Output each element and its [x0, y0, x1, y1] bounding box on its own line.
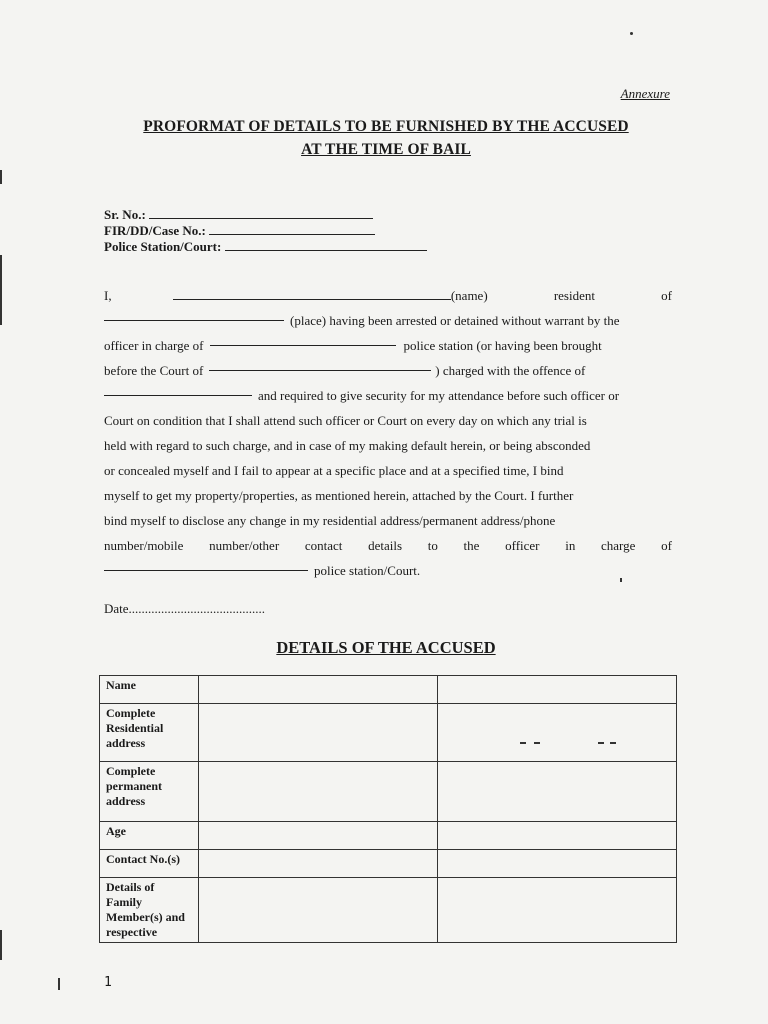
offence-blank: [104, 383, 252, 396]
declaration-word: details: [368, 538, 403, 553]
declaration-word: the: [463, 538, 480, 553]
declaration-line-5: [104, 383, 672, 408]
family-members-extra-cell: [438, 878, 677, 943]
accused-details-table: [99, 675, 677, 943]
declaration-line-2: [104, 308, 672, 333]
declaration-word: to: [427, 538, 438, 553]
table-row: [100, 822, 677, 850]
table-row: [100, 850, 677, 878]
table-row: [100, 762, 677, 822]
permanent-address-value-cell: [199, 762, 438, 822]
name-blank: [173, 287, 451, 300]
details-heading: DETAILS OF THE ACCUSED: [276, 638, 496, 657]
declaration-line-1: [104, 283, 672, 308]
row-label-permanent-address: Complete permanent address: [100, 762, 199, 822]
declaration-text: of: [661, 288, 672, 303]
declaration-line-8: or concealed myself and I fail to appear at a specific place and at a specified time, I bind: [104, 463, 564, 478]
declaration-word: number/other: [209, 538, 280, 553]
declaration-text: officer in charge of: [104, 338, 204, 353]
fir-label: FIR/DD/Case No.:: [104, 223, 206, 238]
scan-mark: [610, 742, 616, 744]
place-blank: [104, 308, 284, 321]
declaration-word: number/mobile: [104, 538, 184, 553]
declaration-line-3: [104, 333, 672, 358]
declaration-line-10: bind myself to disclose any change in my residential address/permanent address/phone: [104, 513, 556, 528]
scan-mark: [630, 32, 633, 35]
declaration-text: I,: [104, 288, 112, 303]
scan-mark: [520, 742, 526, 744]
family-members-value-cell: [199, 878, 438, 943]
page-number: 1: [104, 975, 112, 990]
declaration-word: of: [661, 538, 672, 553]
date-field: Date..........................................: [104, 601, 266, 616]
police-station-label: Police Station/Court:: [104, 239, 222, 254]
police-station-field: [104, 239, 427, 254]
declaration-line-11: [104, 533, 672, 558]
contact-value-cell: [199, 850, 438, 878]
scan-mark: [620, 578, 622, 582]
declaration-line-12: [104, 558, 672, 583]
declaration-line-7: held with regard to such charge, and in case of my making default herein, or being absconded: [104, 438, 591, 453]
residential-address-extra-cell: [438, 704, 677, 762]
row-label-age: Age: [100, 822, 199, 850]
scan-mark: [0, 930, 2, 960]
document-title-line-1: PROFORMAT OF DETAILS TO BE FURNISHED BY THE ACCUSED: [143, 118, 629, 135]
police-station-court-blank: [104, 558, 308, 571]
table-row: [100, 704, 677, 762]
residential-address-value-cell: [199, 704, 438, 762]
declaration-word: charge: [601, 538, 636, 553]
contact-extra-cell: [438, 850, 677, 878]
declaration-word: officer: [505, 538, 540, 553]
fir-blank: [209, 223, 375, 235]
row-label-family-members: Details of Family Member(s) and respective: [100, 878, 199, 943]
declaration-text: resident: [553, 288, 595, 303]
name-value-cell: [199, 676, 438, 704]
declaration-text: police station/Court.: [314, 563, 421, 578]
scan-mark: [0, 170, 2, 184]
annexure-label: Annexure: [620, 86, 670, 101]
table-row: [100, 676, 677, 704]
declaration-line-6: Court on condition that I shall attend such officer or Court on every day on which any trial is: [104, 413, 587, 428]
row-label-contact: Contact No.(s): [100, 850, 199, 878]
row-label-residential-address: Complete Residential address: [100, 704, 199, 762]
sr-no-blank: [149, 207, 373, 219]
table-row: [100, 878, 677, 943]
declaration-text: ) charged with the offence of: [435, 363, 586, 378]
scan-mark: [0, 255, 2, 325]
name-extra-cell: [438, 676, 677, 704]
permanent-address-extra-cell: [438, 762, 677, 822]
age-value-cell: [199, 822, 438, 850]
declaration-word: contact: [304, 538, 343, 553]
declaration-text: before the Court of: [104, 363, 204, 378]
declaration-text: police station (or having been brought: [403, 338, 602, 353]
declaration-line-4: [104, 358, 672, 383]
declaration-line-9: myself to get my property/properties, as mentioned herein, attached by the Court. I further: [104, 488, 574, 503]
fir-field: [104, 223, 375, 238]
document-title-line-2: AT THE TIME OF BAIL: [301, 141, 471, 158]
sr-no-label: Sr. No.:: [104, 207, 146, 222]
declaration-text: (place) having been arrested or detained without warrant by the: [290, 313, 620, 328]
declaration-text: and required to give security for my attendance before such officer or: [258, 388, 620, 403]
scan-mark: [58, 978, 60, 990]
sr-no-field: [104, 207, 373, 222]
declaration-word: in: [565, 538, 576, 553]
scan-mark: [534, 742, 540, 744]
scan-mark: [598, 742, 604, 744]
age-extra-cell: [438, 822, 677, 850]
declaration-text: (name): [450, 288, 488, 303]
officer-blank: [210, 333, 396, 346]
court-blank: [209, 358, 431, 371]
row-label-name: Name: [100, 676, 199, 704]
police-station-blank: [225, 239, 427, 251]
declaration-paragraph: [104, 283, 672, 583]
